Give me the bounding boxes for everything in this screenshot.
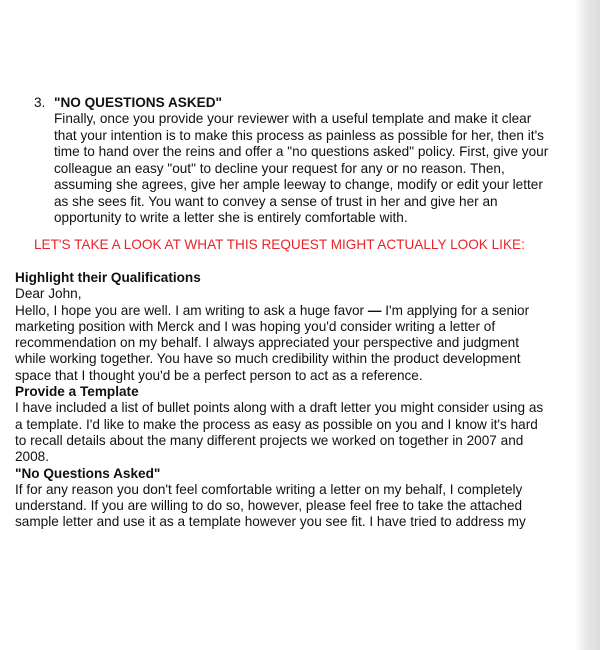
letter-paragraph-1 [15, 303, 545, 384]
salutation: Dear John, [15, 286, 82, 302]
paragraph-1-end: I'm applying for a senior marketing position with Merck and I was hoping you'd consider writing a letter of recommendation on my behalf. I always appreciated your perspective and judgment while working together. You have so much credibility within the product development space that I thought you'd be a perfect person to act as a reference. [15, 302, 530, 383]
letter-paragraph-3: If for any reason you don't feel comfortable writing a letter on my behalf, I completely understand. If you are willing to do so, however, please feel free to take the attached sample letter and use it as a template however you see fit. I have tried to address my [15, 481, 526, 530]
em-dash: — [367, 302, 382, 318]
letter-paragraph-2: I have included a list of bullet points along with a draft letter you might consider using as a template. I'd like to make the process as easy as possible on you and I know it's hard to recall details about the many different projects we worked on together in 2007 and 2008. [15, 400, 544, 465]
item-number: 3. [34, 95, 46, 110]
paragraph-1-start: Hello, I hope you are well. I am writing to ask a huge favor [15, 302, 365, 318]
item-body: Finally, once you provide your reviewer with a useful template and make it clear that your intention is to make this process as painless as possible for her, then it's time to hand over the reins and offer a "no questions asked" policy. First, give your colleague an easy "out" to decline your request for any or no reason. Then, assuming she agrees, give her ample leeway to change, modify or edit your letter as she sees fit. You want to convey a sense of trust in her and give her an opportunity to write a letter she is entirely comfortable with. [54, 111, 549, 225]
template-title: Provide a Template [15, 384, 139, 400]
no-questions-title: "No Questions Asked" [15, 465, 161, 481]
example-letter [15, 270, 545, 531]
item-heading: "NO QUESTIONS ASKED" [54, 95, 222, 110]
qualifications-title: Highlight their Qualifications [15, 270, 201, 285]
example-heading: LET'S TAKE A LOOK AT WHAT THIS REQUEST MIGHT ACTUALLY LOOK LIKE: [34, 237, 525, 252]
